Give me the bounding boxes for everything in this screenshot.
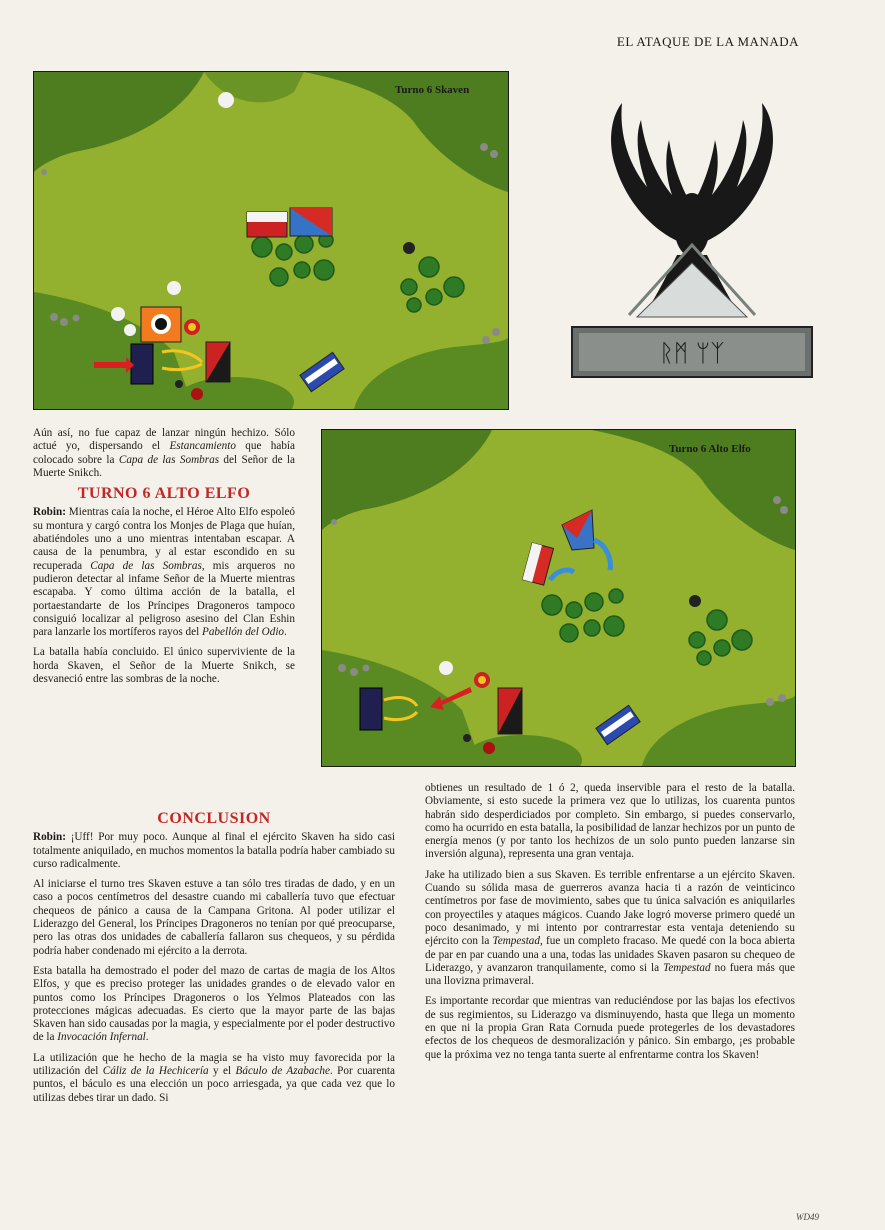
map-caption-top: Turno 6 Skaven: [395, 84, 470, 96]
right-column: [425, 782, 795, 1069]
conclusion-heading: CONCLUSION: [157, 810, 271, 827]
battle-map-turn6-skaven: [33, 71, 509, 410]
conclusion-p3: Esta batalla ha demostrado el poder del mazo de cartas de magia de los Altos Elfos, y que es preciso proteger las unidades grandes o de elevado valor en puntos como los Príncipes Dragoneros o los Yelmos Plateados con las protecciones mágicas adecuadas. Es cierto que la mayor parte de las bajas Skaven han sido causadas por la magia, y especialmente por el poder destructivo de la Invocación Infernal.: [33, 964, 395, 1044]
phoenix-emblem-icon: [567, 95, 817, 405]
emblem-runes: ᚱᛗ ᛘᛉ: [659, 339, 725, 367]
conclusion-p4: La utilización que he hecho de la magia se ha visto muy favorecida por la utilización del Cáliz de la Hechicería y el Báculo de Azabache. Por cuarenta puntos, el báculo es una elección un poco arriesgada, ya que cada vez que lo utilizas debes tirar un dado. Si: [33, 1051, 395, 1104]
turn6-paragraph: Robin: Mientras caía la noche, el Héroe Alto Elfo espoleó su montura y cargó contra los Monjes de Plaga que huían, abatiéndoles uno a uno mientras intentaban escapar. A causa de la penumbra, y al estar escondido en su recuperada Capa de las Sombras, mis arqueros no pudieron detectar al infame Señor de la Muerte mientras escapaba. Y como última acción de la batalla, el portaestandarte de los Príncipes Dragoneros tampoco consiguió localizar al peligroso asesino del Clan Eshin para lanzarle los mortíferos rayos del Pabellón del Odio.: [33, 506, 296, 639]
map-caption-bottom: Turno 6 Alto Elfo: [669, 443, 751, 455]
conclusion-p1: Robin: ¡Uff! Por muy poco. Aunque al final el ejército Skaven ha sido casi totalmente aniquilado, en muchos momentos la batalla podría haber cambiado su curso radicalmente.: [33, 831, 395, 870]
right-p3: Es importante recordar que mientras van reduciéndose por las bajas los efectivos de sus regimientos, su Liderazgo va disminuyendo, hasta que llega un momento en que ni la propia Gran Rata Cornuda puede protegerles de los devastadores efectos de los chequeos de desmoralización y pánico. Sin embargo, ¡es probable que la próxima vez no tenga tanta suerte al enfrentarme contra los Skaven!: [425, 995, 795, 1061]
page-folio: WD49: [796, 1212, 819, 1222]
conclusion-p2: Al iniciarse el turno tres Skaven estuve a tan sólo tres tiradas de dado, y en un caso a pocos centímetros del desastre cuando mi caballería tuvo que efectuar chequeos de pánico a causa de la Campana Gritona. Al poder utilizar el Liderazgo del General, los Príncipes Dragoneros no tenían por qué preocuparse, pero las otras dos unidades de caballería fallaron sus chequeos, y su pérdida podría haber condenado mi ejército a la derrota.: [33, 878, 395, 957]
left-column-lower: [33, 806, 395, 1112]
battle-end-paragraph: La batalla había concluido. El único superviviente de la horda Skaven, el Señor de la Muerte Snikch, se desvaneció entre las sombras de la noche.: [33, 646, 295, 686]
right-p2: Jake ha utilizado bien a sus Skaven. Es terrible enfrentarse a un ejército Skaven. Cuando su sólida masa de guerreros avanza hacia ti a razón de veinticinco centímetros por fase de movimiento, sabes que tu única salvación es aniquilarles con proyectiles y ataques mágicos. Cuando Jake logró moverse primero quedé un poco desanimado, y mi intento por contrarrestar esta ventaja deteniendo su ejército con la Tempestad, fue un completo fracaso. Me quedé con la boca abierta de par en par cuando una a una, todas las unidades Skaven pasaron su chequeo de Liderazgo, y avanzaron tranquilamente, como si la Tempestad no fuera más que una llovizna primaveral.: [425, 868, 795, 988]
intro-paragraph: Aún así, no fue capaz de lanzar ningún hechizo. Sólo actué yo, dispersando el Estancamiento que había colocado sobre la Capa de las Sombras del Señor de la Muerte Snikch.: [33, 427, 295, 479]
section-title: EL ATAQUE DE LA MANADA: [616, 34, 799, 49]
battle-map-turn6-alto-elfo: [321, 429, 796, 767]
left-column-upper: [33, 427, 295, 693]
turn6-heading: TURNO 6 ALTO ELFO: [77, 485, 251, 503]
right-p1: obtienes un resultado de 1 ó 2, queda inservible para el resto de la batalla. Obviamente, si esto sucede la primera vez que lo utilizas, los cuarenta puntos habrán sido desperdiciados por completo. Sin embargo, si puedes conservarlo, como ha ocurrido en esta batalla, la posibilidad de lanzar hechizos por un punto de energía menos (y por tanto los hechizos de un solo punto pueden lanzarse sin inversión alguna), representa una gran ventaja.: [425, 782, 795, 861]
